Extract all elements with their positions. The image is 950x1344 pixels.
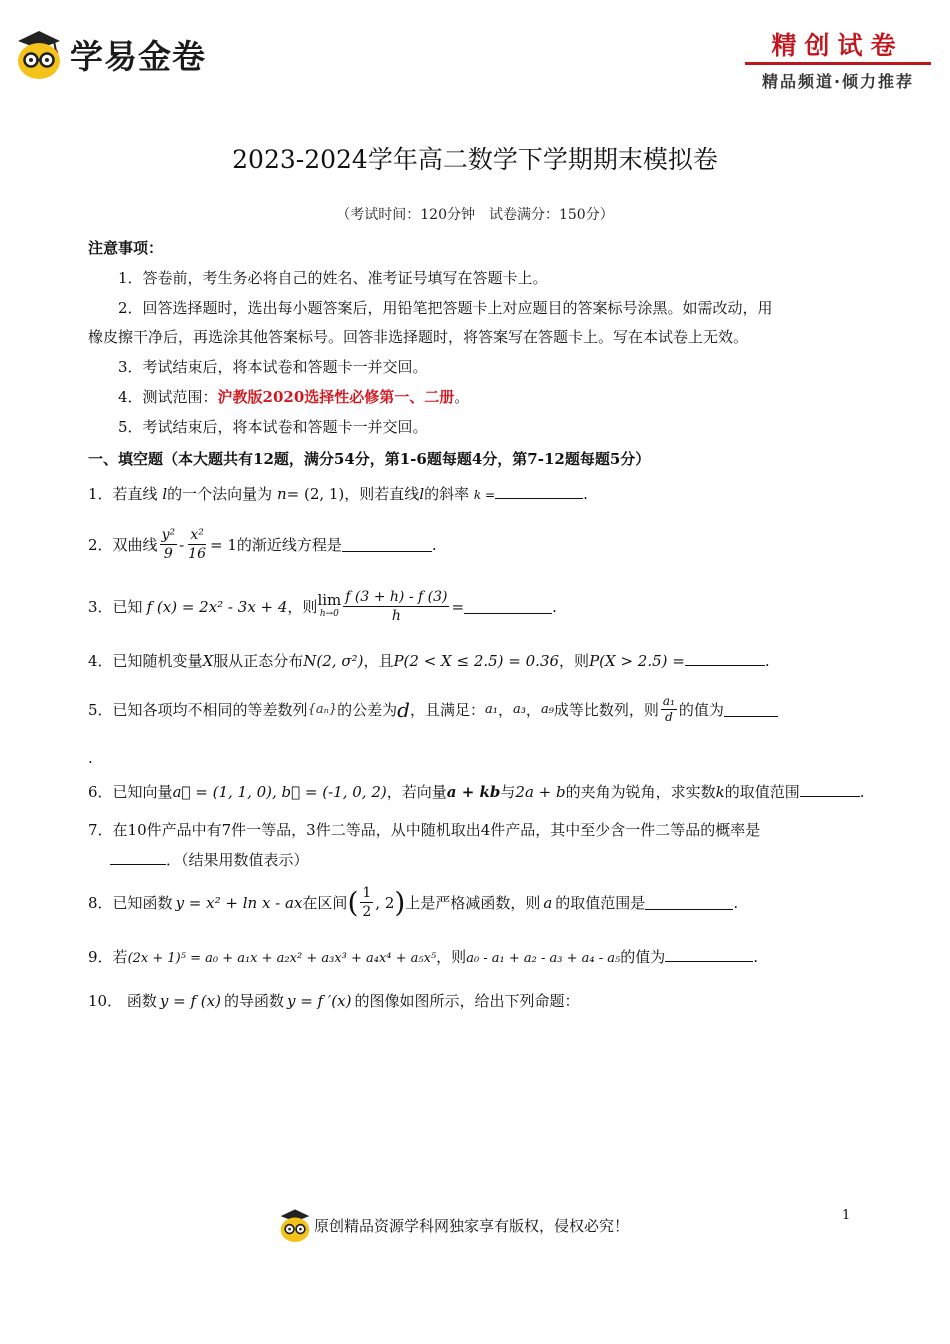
notice-item-5: 5．考试结束后，将本试卷和答题卡一并交回。 <box>118 418 428 436</box>
answer-blank[interactable] <box>665 947 753 962</box>
q5-fraction <box>661 694 677 725</box>
notice-item-4-suffix: 。 <box>454 388 470 406</box>
test-scope-highlight: 沪教版2020选择性必修第一、二册 <box>217 388 455 406</box>
q9-text: 的值为 <box>620 948 666 966</box>
q3-function: f (x) = 2x² - 3x + 4 <box>146 597 288 616</box>
q2-equals: = 1 <box>210 535 237 554</box>
q6-number: 6． <box>88 783 113 801</box>
q6-end: . <box>859 783 865 801</box>
q3-end: . <box>552 597 557 616</box>
section-1-heading: 一、填空题（本大题共有12题，满分54分，第1-6题每题4分，第7-12题每题5分） <box>88 450 651 468</box>
q9-expansion: (2x + 1)⁵ = a₀ + a₁x + a₂x² + a₃x³ + a₄x⁴ + a₅x⁵ <box>127 951 437 966</box>
q5-term-a1: a₁ <box>484 701 498 717</box>
notice-item-1: 1．答卷前，考生务必将自己的姓名、准考证号填写在答题卡上。 <box>118 269 548 287</box>
q3-text: ，则 <box>287 597 318 616</box>
q3-fraction <box>343 588 449 625</box>
answer-blank[interactable] <box>645 895 733 910</box>
q2-fraction-x <box>186 526 208 563</box>
q1-line-symbol: l <box>419 485 425 503</box>
notice-item-2-line-2: 橡皮擦干净后，再选涂其他答案标号。回答非选择题时，将答案写在答题卡上。写在本试卷上无效。 <box>88 328 749 346</box>
q4-text: ，且 <box>363 652 394 670</box>
answer-blank[interactable] <box>724 702 778 717</box>
q2-minus: - <box>179 535 185 554</box>
q7-text: ．（结果用数值表示） <box>166 851 309 869</box>
brand-subtitle: 精品频道·倾力推荐 <box>761 72 915 91</box>
q1-line-symbol: l <box>162 485 168 503</box>
question-10 <box>88 991 579 1011</box>
q8-interval-open-paren: ( <box>347 885 359 919</box>
q6-text: 的夹角为锐角，求实数 <box>565 783 716 801</box>
q4-distribution: N(2, σ²) <box>303 652 364 670</box>
q2-fraction-y <box>160 526 178 563</box>
q2-end: . <box>431 535 437 554</box>
q5-text: 成等比数列，则 <box>553 700 659 719</box>
owl-logo-icon <box>14 27 64 81</box>
q6-text: 已知向量 <box>112 783 173 801</box>
question-2 <box>88 526 437 563</box>
answer-blank[interactable] <box>685 651 765 666</box>
answer-blank[interactable] <box>110 850 166 865</box>
q5-text: 的值为 <box>678 700 724 719</box>
q5-fraction-num: a₁ <box>662 694 675 708</box>
q8-text: 在区间 <box>302 893 348 912</box>
q3-text: 已知 <box>112 597 143 616</box>
q5-separator: ， <box>525 700 541 719</box>
notice-item-2-line-1: 2．回答选择题时，选出每小题答案后，用铅笔把答题卡上对应题目的答案标号涂黑。如需改动，用 <box>118 299 773 317</box>
q6-text: 与 <box>500 783 516 801</box>
question-8 <box>88 884 738 921</box>
q4-text: ，则 <box>559 652 590 670</box>
brand-logo <box>14 26 206 82</box>
q1-text: ，则若直线 <box>344 485 420 503</box>
q1-end: . <box>583 485 588 503</box>
q10-text: 的导函数 <box>223 992 284 1010</box>
q6-parameter: k <box>715 783 725 801</box>
q4-variable: X <box>202 652 214 670</box>
q1-vector-value: = (2, 1) <box>286 485 345 503</box>
question-9 <box>88 947 758 969</box>
q10-text: 函数 <box>126 992 157 1010</box>
q1-text: 的斜率 <box>424 485 470 503</box>
question-1 <box>88 484 588 505</box>
q3-equals: = <box>451 597 465 616</box>
q2-fraction-den: 16 <box>188 546 206 562</box>
question-6 <box>88 782 865 802</box>
q7-number: 7． <box>88 821 113 839</box>
q4-end: . <box>764 652 770 670</box>
q1-slope-symbol: k = <box>473 488 496 502</box>
q7-text: 在10件产品中有7件一等品，3件二等品，从中随机取出4件产品，其中至少含一件二等品的概率是 <box>112 821 761 839</box>
q8-interval-end: , 2 <box>375 893 395 912</box>
q9-text: ，则 <box>436 948 467 966</box>
q8-function: y = x² + ln x - ax <box>175 893 303 912</box>
question-7 <box>88 820 760 840</box>
q4-target-probability: P(X > 2.5) = <box>589 652 685 670</box>
answer-blank[interactable] <box>464 599 552 614</box>
exam-info: （考试时间：120分钟 试卷满分：150分） <box>336 207 614 223</box>
q10-derivative: y = f ′(x) <box>286 992 352 1010</box>
q10-text: 的图像如图所示，给出下列命题： <box>354 992 580 1010</box>
q8-fraction-den: 2 <box>362 904 372 920</box>
brand-divider <box>745 62 931 65</box>
q5-term-a3: a₃ <box>512 701 526 717</box>
q4-number: 4． <box>88 652 113 670</box>
footer <box>278 1206 629 1244</box>
q8-parameter: a <box>543 893 553 912</box>
notice-item-3: 3．考试结束后，将本试卷和答题卡一并交回。 <box>118 358 428 376</box>
q4-given-probability: P(2 < X ≤ 2.5) = 0.36 <box>393 652 560 670</box>
brand-title: 精创试卷 <box>771 31 904 60</box>
q6-text: ，若向量 <box>386 783 447 801</box>
q4-text: 已知随机变量 <box>112 652 203 670</box>
q2-text: 的渐近线方程是 <box>236 535 342 554</box>
q2-fraction-den: 9 <box>163 546 173 562</box>
q2-fraction-num: y² <box>161 527 176 543</box>
q1-text: 的一个法向量为 <box>167 485 273 503</box>
exam-title: 2023-2024学年高二数学下学期期末模拟卷 <box>232 145 718 174</box>
q8-text: 的取值范围是 <box>555 893 646 912</box>
copyright-notice: 原创精品资源学科网独家享有版权，侵权必究！ <box>314 1216 630 1235</box>
logo-text: 学易金卷 <box>70 36 206 76</box>
q5-separator: ， <box>497 700 513 719</box>
question-4 <box>88 651 770 671</box>
q8-text: 上是严格减函数，则 <box>405 893 541 912</box>
q1-vector: n <box>276 485 287 503</box>
question-3 <box>88 588 557 625</box>
question-7-line-2 <box>110 850 309 870</box>
q9-end: . <box>753 948 759 966</box>
q1-number: 1． <box>88 485 113 503</box>
notice-item-4-prefix: 4．测试范围： <box>118 388 218 406</box>
q3-limit-subscript: h→0 <box>319 608 339 619</box>
answer-blank[interactable] <box>800 782 860 797</box>
question-5 <box>88 694 778 725</box>
q3-limit <box>317 590 342 621</box>
q5-sequence: {aₙ} <box>307 701 338 717</box>
q5-text: 已知各项均不相同的等差数列 <box>112 700 308 719</box>
q3-number: 3． <box>88 597 113 616</box>
page-number: 1 <box>842 1208 851 1223</box>
q8-fraction <box>360 884 373 921</box>
q3-limit-label: lim <box>317 590 342 609</box>
answer-blank[interactable] <box>342 537 432 552</box>
q9-text: 若 <box>112 948 128 966</box>
q6-text: 的取值范围 <box>724 783 800 801</box>
q2-number: 2． <box>88 535 113 554</box>
q6-vectors: a⃗ = (1, 1, 0), b⃗ = (-1, 0, 2) <box>172 783 387 801</box>
q5-fraction-den: d <box>665 710 673 724</box>
q8-interval-close-paren: ) <box>394 885 406 919</box>
answer-blank[interactable] <box>495 484 583 499</box>
notice-heading: 注意事项： <box>88 239 164 257</box>
q2-fraction-num: x² <box>190 527 204 543</box>
q5-common-difference: d <box>397 697 410 722</box>
q4-text: 服从正态分布 <box>213 652 304 670</box>
q8-number: 8． <box>88 893 113 912</box>
q10-number: 10． <box>88 992 123 1010</box>
notice-item-4 <box>118 387 469 407</box>
q5-number: 5． <box>88 700 113 719</box>
q10-function: y = f (x) <box>159 992 221 1010</box>
q1-text: 若直线 <box>112 485 158 503</box>
q3-fraction-num: f (3 + h) - f (3) <box>345 589 448 605</box>
q5-text: 的公差为 <box>337 700 398 719</box>
q8-text: 已知函数 <box>112 893 173 912</box>
q9-number: 9． <box>88 948 113 966</box>
q8-end: . <box>733 893 739 912</box>
q9-alternating-sum: a₀ - a₁ + a₂ - a₃ + a₄ - a₅ <box>466 951 621 966</box>
q3-fraction-den: h <box>391 608 401 624</box>
q5-text: ，且满足： <box>409 700 485 719</box>
q2-text: 双曲线 <box>112 535 158 554</box>
owl-footer-icon <box>278 1206 312 1244</box>
q5-end: . <box>88 749 93 767</box>
q6-vector-expression: 2a + b <box>515 783 566 801</box>
q8-fraction-num: 1 <box>362 885 372 901</box>
q5-term-a9: a₉ <box>540 701 554 717</box>
q6-vector-expression: a + kb <box>446 783 501 801</box>
